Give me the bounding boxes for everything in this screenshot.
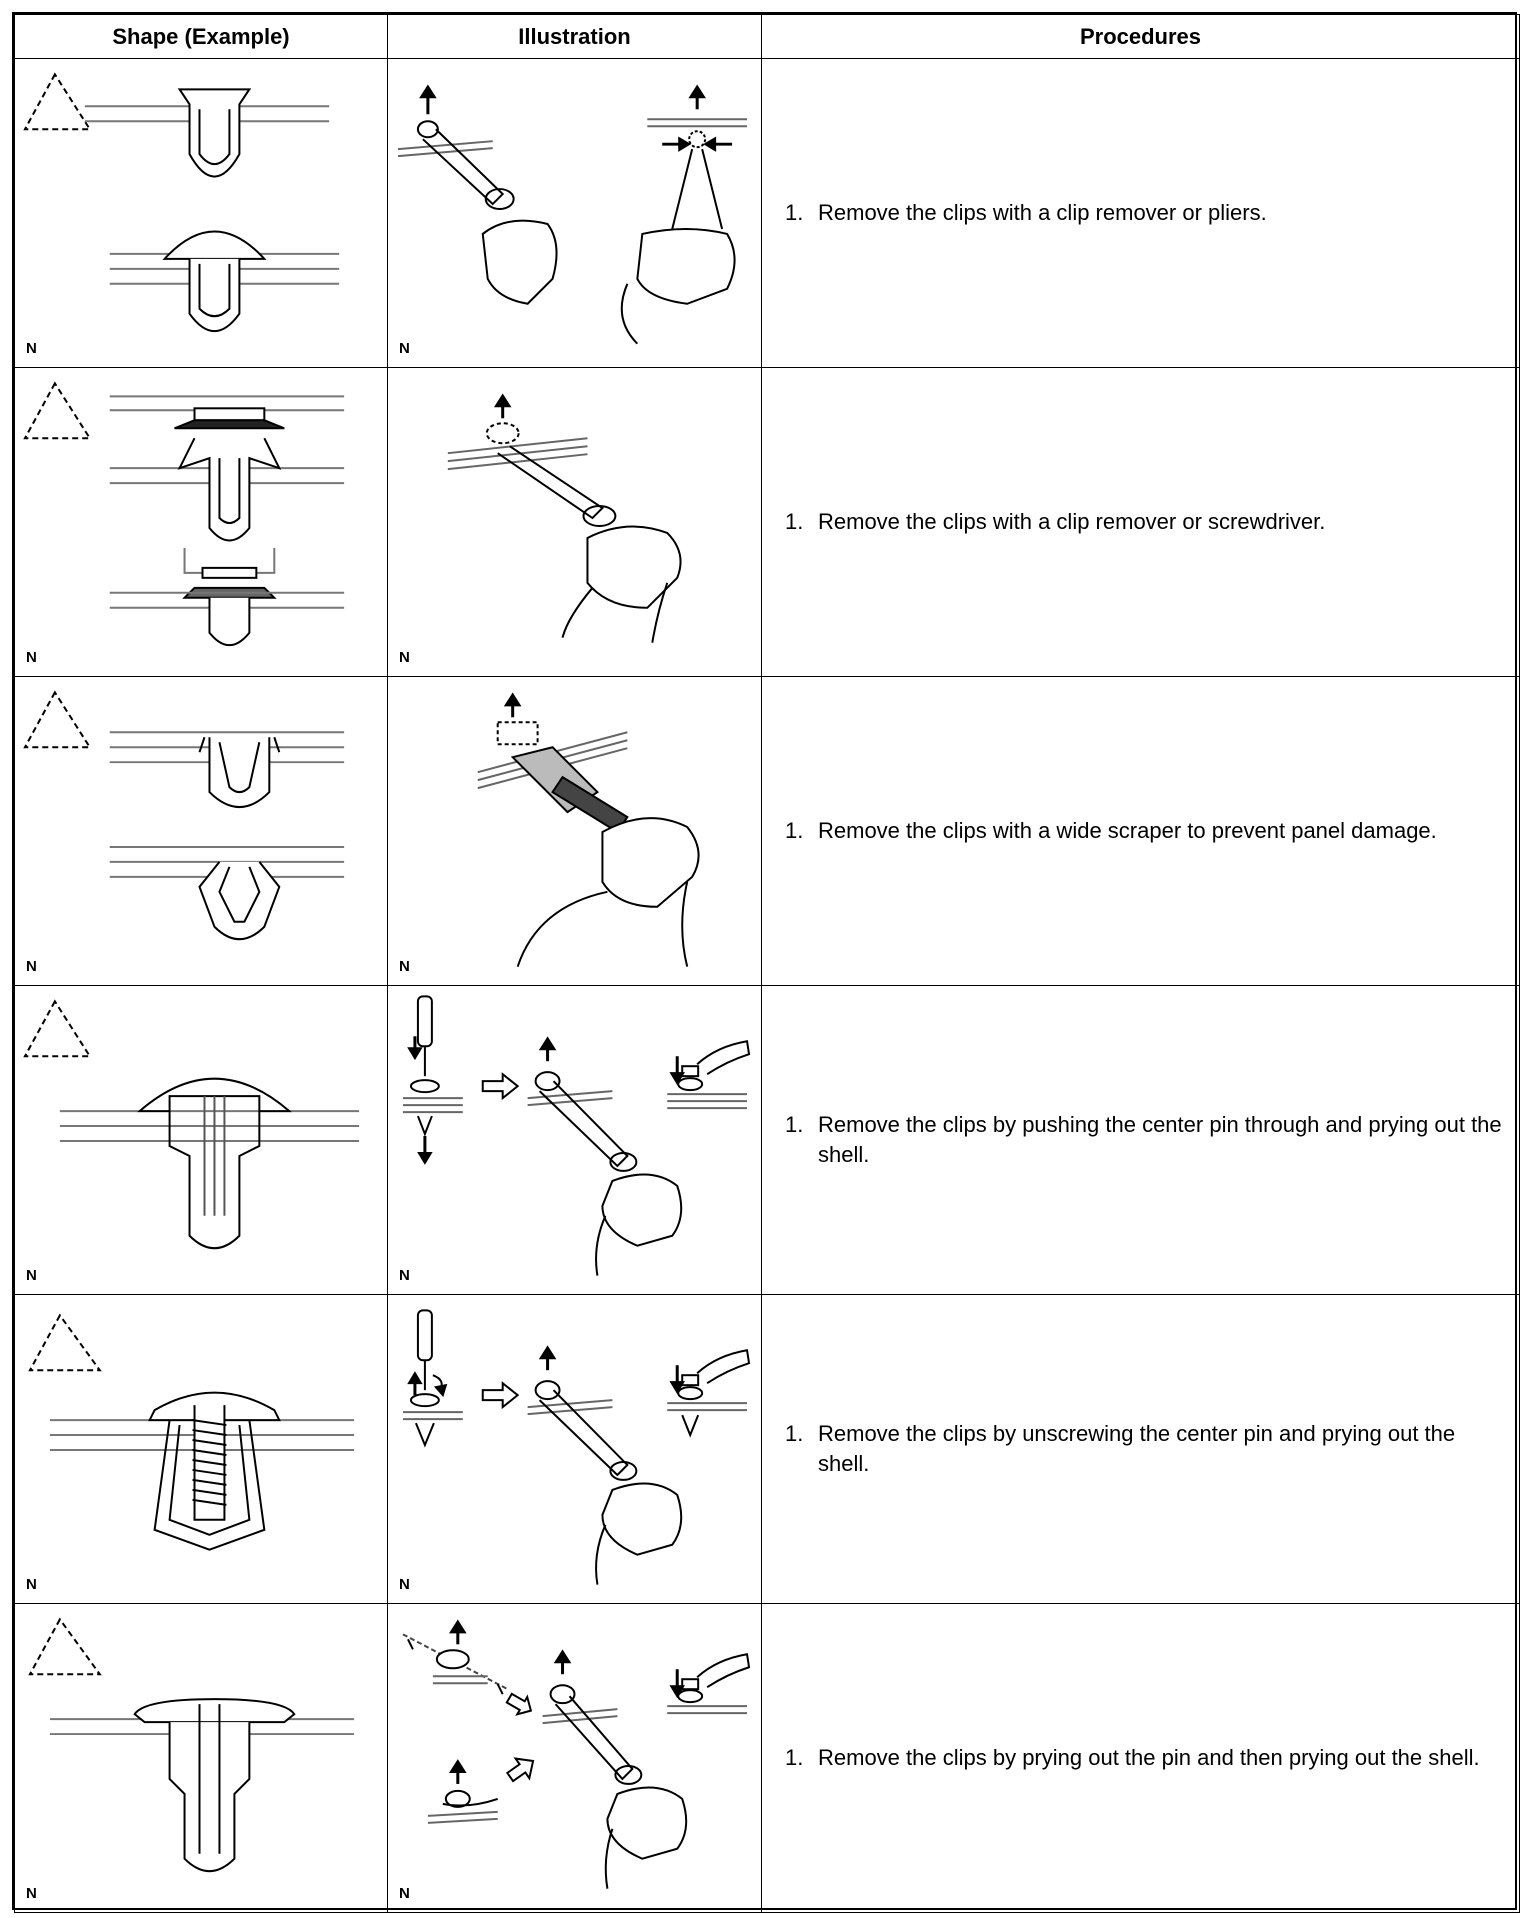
shape-cell	[15, 368, 388, 677]
header-row	[15, 15, 1520, 59]
clip-shape-drawing	[15, 59, 387, 367]
clip-shape-drawing	[15, 1604, 387, 1912]
shape-cell	[15, 1604, 388, 1913]
clip-remover-pliers-illustration	[388, 59, 761, 367]
shape-cell	[15, 59, 388, 368]
step-number: 1.	[785, 200, 804, 225]
table-row	[15, 1295, 1520, 1604]
procedure-step	[762, 816, 1519, 846]
procedure-step	[762, 1743, 1519, 1773]
wide-scraper-illustration	[388, 677, 761, 985]
step-number: 1.	[785, 1112, 804, 1137]
clip-removal-sheet	[12, 12, 1517, 1910]
shape-cell	[15, 677, 388, 986]
header-illustration: Illustration	[388, 15, 762, 59]
clip-shape-drawing	[15, 677, 387, 985]
illustration-cell	[388, 1604, 762, 1913]
clip-shape-drawing	[15, 1295, 387, 1603]
table-row	[15, 677, 1520, 986]
clip-shape-drawing	[15, 368, 387, 676]
note-mark: N	[399, 1576, 410, 1593]
illustration-cell	[388, 368, 762, 677]
note-mark: N	[399, 1267, 410, 1284]
procedure-cell	[762, 677, 1520, 986]
illustration-cell	[388, 1295, 762, 1604]
note-mark: N	[26, 1267, 37, 1284]
table-row	[15, 986, 1520, 1295]
note-mark: N	[26, 958, 37, 975]
procedure-step	[762, 198, 1519, 228]
step-number: 1.	[785, 1745, 804, 1770]
push-pin-illustration	[388, 986, 761, 1294]
clip-shape-drawing	[15, 986, 387, 1294]
note-mark: N	[399, 958, 410, 975]
procedure-cell	[762, 1295, 1520, 1604]
procedure-cell	[762, 1604, 1520, 1913]
table-row	[15, 368, 1520, 677]
step-number: 1.	[785, 1421, 804, 1446]
illustration-cell	[388, 677, 762, 986]
pry-pin-illustration	[388, 1604, 761, 1912]
unscrew-pin-illustration	[388, 1295, 761, 1603]
step-number: 1.	[785, 818, 804, 843]
shape-cell	[15, 1295, 388, 1604]
step-text: Remove the clips by prying out the pin and then prying out the shell.	[818, 1745, 1480, 1770]
note-mark: N	[399, 649, 410, 666]
step-text: Remove the clips with a wide scraper to prevent panel damage.	[818, 818, 1437, 843]
note-mark: N	[26, 340, 37, 357]
header-procedures: Procedures	[762, 15, 1520, 59]
step-number: 1.	[785, 509, 804, 534]
step-text: Remove the clips by pushing the center pin through and prying out the shell.	[818, 1112, 1502, 1167]
note-mark: N	[26, 649, 37, 666]
note-mark: N	[399, 340, 410, 357]
step-text: Remove the clips by unscrewing the center pin and prying out the shell.	[818, 1421, 1456, 1476]
procedure-step	[762, 507, 1519, 537]
step-text: Remove the clips with a clip remover or screwdriver.	[818, 509, 1326, 534]
procedure-cell	[762, 368, 1520, 677]
note-mark: N	[399, 1885, 410, 1902]
illustration-cell	[388, 986, 762, 1295]
clip-remover-screwdriver-illustration	[388, 368, 761, 676]
shape-cell	[15, 986, 388, 1295]
note-mark: N	[26, 1576, 37, 1593]
procedure-step	[762, 1110, 1519, 1170]
header-shape: Shape (Example)	[15, 15, 388, 59]
table-row	[15, 59, 1520, 368]
note-mark: N	[26, 1885, 37, 1902]
procedure-cell	[762, 59, 1520, 368]
table-row	[15, 1604, 1520, 1913]
step-text: Remove the clips with a clip remover or pliers.	[818, 200, 1267, 225]
illustration-cell	[388, 59, 762, 368]
procedure-cell	[762, 986, 1520, 1295]
clip-removal-table	[14, 14, 1520, 1913]
procedure-step	[762, 1419, 1519, 1479]
